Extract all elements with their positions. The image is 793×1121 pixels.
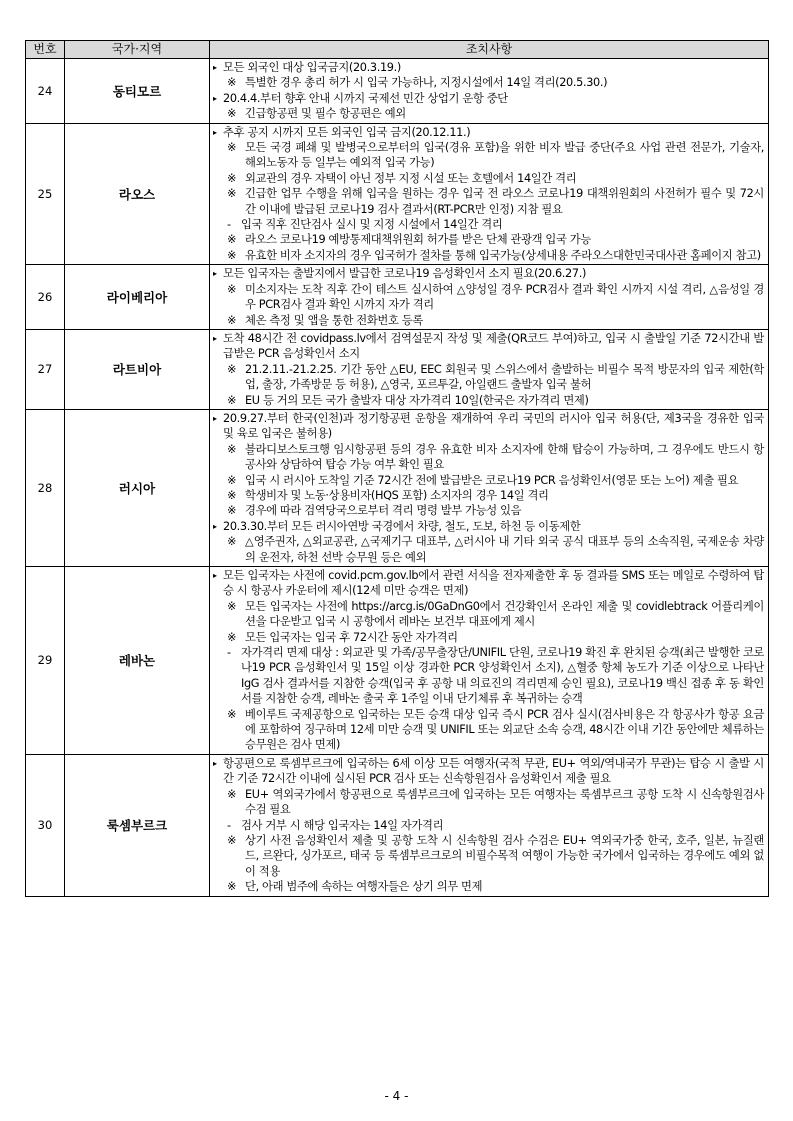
measure-text: 모든 입국자는 사전에 https://arcg.is/0GaDnG0에서 건강확인서 온라인 제출 및 covidlebtrack 어플리케이션을 다운받고 입국 시 공항에서 레바논 보건부 대표에게 제시 xyxy=(245,599,764,629)
bullet-icon: ▸ xyxy=(213,63,217,72)
measure-note xyxy=(213,879,764,894)
measure-item xyxy=(213,125,764,140)
bullet-icon: ▸ xyxy=(213,93,217,103)
bullet-icon: ▸ xyxy=(213,758,217,768)
bullet-icon: ▸ xyxy=(213,269,217,279)
note-mark-icon: ※ xyxy=(227,313,237,327)
measure-note xyxy=(213,534,764,565)
measure-item xyxy=(213,756,764,787)
table-row xyxy=(26,754,769,896)
measure-text: 단, 아래 범주에 속하는 여행자들은 상기 의무 면제 xyxy=(245,880,483,894)
measures-cell xyxy=(210,123,769,265)
measures-cell xyxy=(210,754,769,896)
table-row xyxy=(26,123,769,265)
country-name: 동티모르 xyxy=(65,59,210,124)
measure-note xyxy=(213,599,764,630)
note-mark-icon: ※ xyxy=(227,187,237,201)
note-mark-icon: ※ xyxy=(227,535,237,549)
measure-text: 유효한 비자 소지자의 경우 입국허가 절차를 통해 입국가능(상세내용 주라오스대한민국대사관 홈페이지 참고) xyxy=(245,248,761,262)
measure-text: 긴급한 업무 수행을 위해 입국을 원하는 경우 입국 전 라오스 코로나19 대책위원회의 사전허가 필수 및 72시간 이내에 발급된 코로나19 검사 결과서(RT-PCR만 인정) 지참 필요 xyxy=(245,187,764,216)
row-number: 24 xyxy=(26,59,65,124)
measure-text: 외교관의 경우 자택이 아닌 정부 지정 시설 또는 호텔에서 14일간 격리 xyxy=(245,171,577,185)
measure-note xyxy=(213,488,764,503)
measure-item xyxy=(213,266,764,281)
country-name: 라오스 xyxy=(65,123,210,265)
measures-cell xyxy=(210,329,769,409)
measure-text: 입국 시 러시아 도착일 기준 72시간 전에 발급받은 코로나19 PCR 음성확인서(영문 또는 노어) 제출 필요 xyxy=(245,473,739,487)
bullet-icon: ▸ xyxy=(213,127,217,137)
measure-subnote xyxy=(213,818,764,833)
measure-text: 21.2.11.-21.2.25. 기간 동안 △EU, EEC 회원국 및 스위스에서 출발하는 비필수 목적 방문자의 입국 제한(학업, 출장, 가족방문 등 허용), △영국, 포르투갈, 아일랜드 출발자 입국 불허 xyxy=(245,362,764,392)
note-mark-icon: ※ xyxy=(227,362,237,376)
measure-note xyxy=(213,232,764,247)
table-header-row xyxy=(26,41,769,59)
bullet-icon: ▸ xyxy=(213,521,217,531)
measure-note xyxy=(213,442,764,473)
note-mark-icon: ※ xyxy=(227,171,237,185)
row-number: 27 xyxy=(26,329,65,409)
header-measures: 조치사항 xyxy=(210,41,769,59)
measure-text: EU+ 역외국가에서 항공편으로 룩셈부르크에 입국하는 모든 여행자는 룩셈부르크 공항 도착 시 신속항원검사 수검 필요 xyxy=(245,787,764,817)
measures-cell xyxy=(210,567,769,755)
note-mark-icon: ※ xyxy=(227,141,237,155)
note-mark-icon: ※ xyxy=(227,707,237,721)
measure-text: 모든 입국자는 출발지에서 발급한 코로나19 음성확인서 소지 필요(20.6.27.) xyxy=(223,267,587,281)
measure-note xyxy=(213,313,764,328)
measures-table xyxy=(25,40,769,897)
country-name: 레바논 xyxy=(65,567,210,755)
note-mark-icon: ※ xyxy=(227,504,237,518)
header-country: 국가·지역 xyxy=(65,41,210,59)
measure-note xyxy=(213,106,764,121)
measure-text: 20.9.27.부터 한국(인천)과 정기항공편 운항을 재개하여 우리 국민의 러시아 입국 허용(단, 제3국을 경유한 입국 및 육로 입국은 불허용) xyxy=(223,411,764,441)
measures-cell xyxy=(210,265,769,330)
measure-note xyxy=(213,362,764,393)
measure-item xyxy=(213,60,764,75)
note-mark-icon: ※ xyxy=(227,282,237,296)
measure-text: 라오스 코로나19 예방통제대책위원회 허가를 받은 단체 관광객 입국 가능 xyxy=(245,233,591,247)
note-mark-icon: ※ xyxy=(227,473,237,487)
measures-cell xyxy=(210,59,769,124)
measure-text: 항공편으로 룩셈부르크에 입국하는 6세 이상 모든 여행자(국적 무관, EU+ 역외/역내국가 무관)는 탑승 시 출발 시간 기준 72시간 이내에 실시된 PCR 검사 또는 신속항원검사 음성확인서 제출 필요 xyxy=(223,756,764,786)
measure-subnote xyxy=(213,645,764,707)
measure-note xyxy=(213,473,764,488)
measure-note xyxy=(213,503,764,518)
table-row xyxy=(26,59,769,124)
measure-note xyxy=(213,248,764,263)
note-mark-icon: ※ xyxy=(227,76,237,90)
measure-note xyxy=(213,630,764,645)
note-mark-icon: ※ xyxy=(227,833,237,847)
table-body xyxy=(26,59,769,897)
measure-text: 20.4.4.부터 향후 안내 시까지 국제선 민간 상업기 운항 중단 xyxy=(223,91,508,105)
measure-note xyxy=(213,186,764,217)
row-number: 25 xyxy=(26,123,65,265)
country-name: 러시아 xyxy=(65,409,210,566)
country-name: 룩셈부르크 xyxy=(65,754,210,896)
measure-text: 추후 공지 시까지 모든 외국인 입국 금지(20.12.11.) xyxy=(223,125,471,139)
row-number: 28 xyxy=(26,409,65,566)
note-mark-icon: ※ xyxy=(227,442,237,456)
measure-subnote xyxy=(213,217,764,232)
note-mark-icon: ※ xyxy=(227,107,237,121)
note-mark-icon: ※ xyxy=(227,248,237,262)
measure-note xyxy=(213,140,764,171)
measure-text: △영주권자, △외교공관, △국제기구 대표부, △러시아 내 기타 외국 공식 대표부 등의 소속직원, 국제운송 차량의 운전자, 하천 선박 승무원 등은 예외 xyxy=(245,535,764,564)
measure-note xyxy=(213,833,764,879)
measure-item xyxy=(213,331,764,362)
measure-text: 경우에 따라 검역당국으로부터 격리 명령 발부 가능성 있음 xyxy=(245,504,522,518)
table-row xyxy=(26,409,769,566)
country-name: 라트비아 xyxy=(65,329,210,409)
measure-text: 검사 거부 시 해당 입국자는 14일 자가격리 xyxy=(241,818,444,832)
row-number: 26 xyxy=(26,265,65,330)
measure-text: 블라디보스토크행 임시항공편 등의 경우 유효한 비자 소지자에 한해 탑승이 가능하며, 그 경우에도 반드시 항공사와 상담하여 탑승 가능 여부 확인 필요 xyxy=(245,442,764,472)
measures-cell xyxy=(210,409,769,566)
measure-text: 베이루트 국제공항으로 입국하는 모든 승객 대상 입국 즉시 PCR 검사 실시(검사비용은 각 항공사가 항공 요금에 포함하여 징구하며 12세 미만 승객 및 UNIFIL 또는 외교단 소속 승객, 48시간 이내 기간 동안에만 체류하는 승무원은 검사 면제) xyxy=(245,707,764,752)
measure-text: 20.3.30.부터 모든 러시아연방 국경에서 차량, 철도, 도보, 하천 등 이동제한 xyxy=(223,519,581,533)
measure-text: 자가격리 면제 대상 : 외교관 및 가족/공무출장단/UNIFIL 단원, 코로나19 확진 후 완치된 승객(최근 발행한 코로나19 PCR 음성확인서 및 15일 이상 경과한 PCR 양성확인서 소지), △혈중 항체 농도가 기준 이상으로 나타난 IgG 검사 결과서를 지참한 승객(입국 후 공항 내 의료진의 격리면제 승인 필요), 코로나19 백신 접종 후 동 확인서를 지참한 승객, 레바논 출국 후 1주일 이내 단기체류 후 복귀하는 승객 xyxy=(241,646,764,706)
note-mark-icon: ※ xyxy=(227,488,237,502)
note-mark-icon: ※ xyxy=(227,233,237,247)
measure-text: 체온 측정 및 앱을 통한 전화번호 등록 xyxy=(245,313,423,327)
measure-text: 학생비자 및 노동·상용비자(HQS 포함) 소지자의 경우 14일 격리 xyxy=(245,488,549,502)
dash-icon: - xyxy=(227,218,231,232)
bullet-icon: ▸ xyxy=(213,413,217,423)
measure-text: 모든 입국자는 사전에 covid.pcm.gov.lb에서 관련 서식을 전자제출한 후 동 결과를 SMS 또는 메일로 수령하여 탑승 시 항공사 카운터에 제시(12세 미만 승객은 면제) xyxy=(223,569,764,598)
measure-text: 모든 외국인 대상 입국금지(20.3.19.) xyxy=(223,61,401,74)
note-mark-icon: ※ xyxy=(227,393,237,407)
dash-icon: - xyxy=(227,818,231,832)
table-row xyxy=(26,265,769,330)
measure-text: 모든 입국자는 입국 후 72시간 동안 자가격리 xyxy=(245,630,458,644)
measure-item xyxy=(213,519,764,534)
measure-note xyxy=(213,707,764,753)
measure-text: 입국 직후 진단검사 실시 및 지정 시설에서 14일간 격리 xyxy=(241,218,503,232)
row-number: 30 xyxy=(26,754,65,896)
measure-note xyxy=(213,393,764,408)
measure-text: 상기 사전 음성확인서 제출 및 공항 도착 시 신속항원 검사 수검은 EU+ 역외국가중 한국, 호주, 일본, 뉴질랜드, 르완다, 싱가포르, 태국 등 룩셈부르크로의 비필수목적 여행이 가능한 국가에서 입국하는 경우에도 예외 없이 적용 xyxy=(245,833,764,878)
note-mark-icon: ※ xyxy=(227,880,237,894)
dash-icon: - xyxy=(227,646,231,660)
measure-note xyxy=(213,282,764,313)
measure-text: 특별한 경우 총리 허가 시 입국 가능하나, 지정시설에서 14일 격리(20.5.30.) xyxy=(245,76,608,90)
measure-text: 도착 48시간 전 covidpass.lv에서 검역설문지 작성 및 제출(QR코드 부여)하고, 입국 시 출발일 기준 72시간내 발급받은 PCR 음성확인서 소지 xyxy=(223,331,764,361)
note-mark-icon: ※ xyxy=(227,599,237,613)
measure-text: 미소지자는 도착 직후 간이 테스트 실시하여 △양성일 경우 PCR검사 결과 확인 시까지 시설 격리, △음성일 경우 PCR검사 결과 확인 시까지 자가 격리 xyxy=(245,282,764,312)
measure-note xyxy=(213,787,764,818)
country-name: 라이베리아 xyxy=(65,265,210,330)
measure-item xyxy=(213,411,764,442)
measure-item xyxy=(213,91,764,106)
table-row xyxy=(26,329,769,409)
measure-text: 모든 국경 폐쇄 및 발병국으로부터의 입국(경유 포함)을 위한 비자 발급 중단(주요 사업 관련 전문가, 기술자, 해외노동자 등 일부는 예외적 입국 가능) xyxy=(245,141,764,170)
measure-item xyxy=(213,568,764,599)
page-number: - 4 - xyxy=(384,1089,409,1103)
row-number: 29 xyxy=(26,567,65,755)
measure-note xyxy=(213,75,764,90)
table-row xyxy=(26,567,769,755)
note-mark-icon: ※ xyxy=(227,787,237,801)
header-num: 번호 xyxy=(26,41,65,59)
note-mark-icon: ※ xyxy=(227,630,237,644)
measure-note xyxy=(213,171,764,186)
measure-text: EU 등 거의 모든 국가 출발자 대상 자가격리 10일(한국은 자가격리 면제) xyxy=(245,393,589,407)
bullet-icon: ▸ xyxy=(213,571,217,580)
measure-text: 긴급항공편 및 필수 항공편은 예외 xyxy=(245,107,406,121)
bullet-icon: ▸ xyxy=(213,333,217,343)
